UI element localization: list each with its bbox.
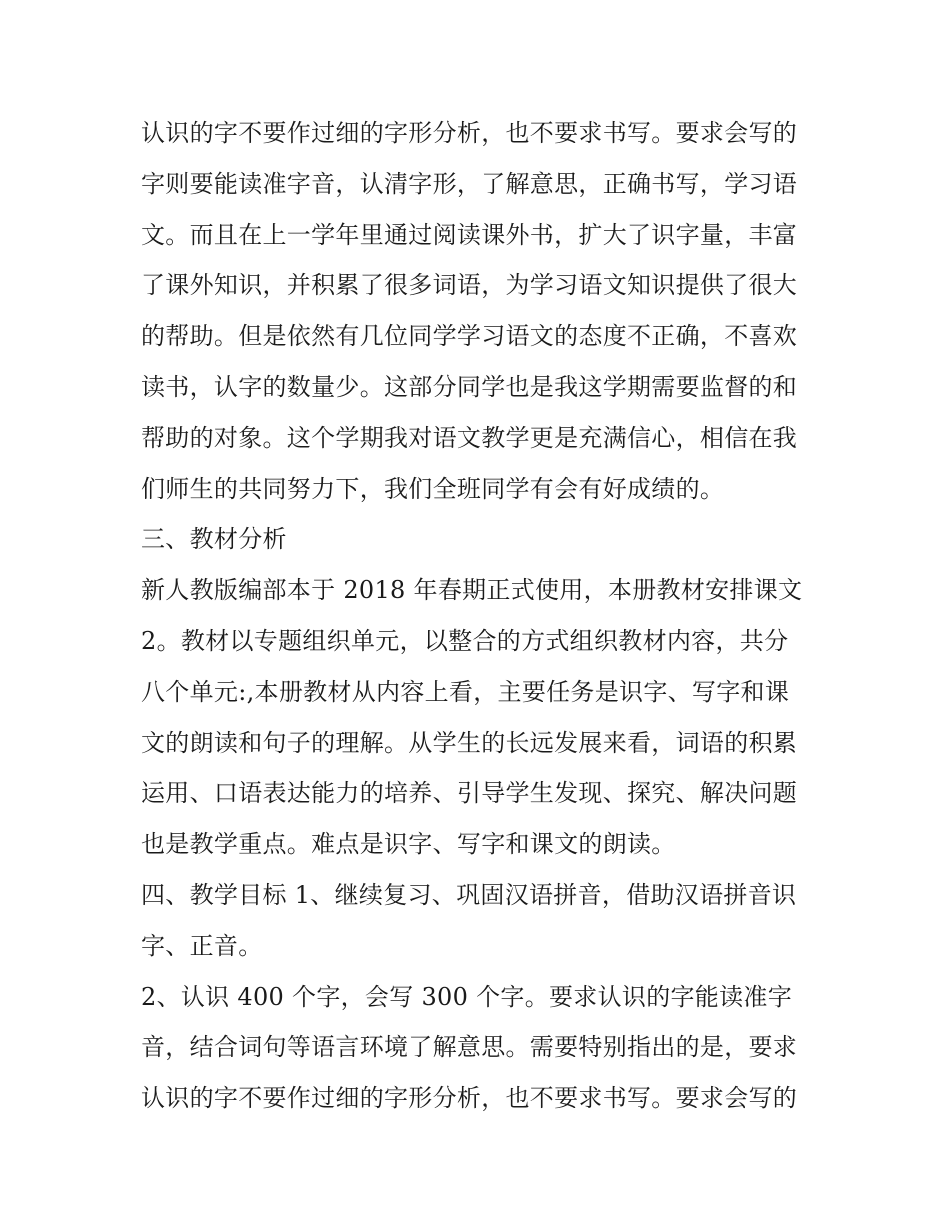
text-line: 音，结合词句等语言环境了解意思。需要特别指出的是，要求 [141,1033,798,1062]
text-line: 八个单元:,本册教材从内容上看，主要任务是识字、写字和课 [141,677,790,706]
text-line: 们师生的共同努力下，我们全班同学有会有好成绩的。 [141,474,725,503]
text-line: 2、认识 400 个字，会写 300 个字。要求认识的字能读准字 [141,982,793,1011]
text-line: 新人教版编部本于 2018 年春期正式使用，本册教材安排课文 [141,576,803,605]
text-line: 字则要能读准字音，认清字形，了解意思，正确书写，学习语 [141,169,798,198]
text-line: 文的朗读和句子的理解。从学生的长远发展来看，词语的积累 [141,728,798,757]
text-line: 的帮助。但是依然有几位同学学习语文的态度不正确，不喜欢 [141,322,798,351]
text-line: 帮助的对象。这个学期我对语文教学更是充满信心，相信在我 [141,423,798,452]
document-body [141,108,821,1124]
text-line: 认识的字不要作过细的字形分析，也不要求书写。要求会写的 [141,119,798,147]
text-line: 2。教材以专题组织单元，以整合的方式组织教材内容，共分 [141,626,789,655]
text-line: 字、正音。 [141,931,263,960]
text-line: 认识的字不要作过细的字形分析，也不要求书写。要求会写的 [141,1084,798,1113]
text-line: 运用、口语表达能力的培养、引导学生发现、探究、解决问题 [141,779,798,808]
text-line: 读书，认字的数量少。这部分同学也是我这学期需要监督的和 [141,372,798,401]
section-heading: 三、教材分析 [141,525,287,554]
section-heading: 四、教学目标 1、继续复习、巩固汉语拼音，借助汉语拼音识 [141,880,797,909]
text-line: 了课外知识，并积累了很多词语，为学习语文知识提供了很大 [141,271,798,300]
text-line: 也是教学重点。难点是识字、写字和课文的朗读。 [141,830,676,859]
text-line: 文。而且在上一学年里通过阅读课外书，扩大了识字量，丰富 [141,220,798,249]
